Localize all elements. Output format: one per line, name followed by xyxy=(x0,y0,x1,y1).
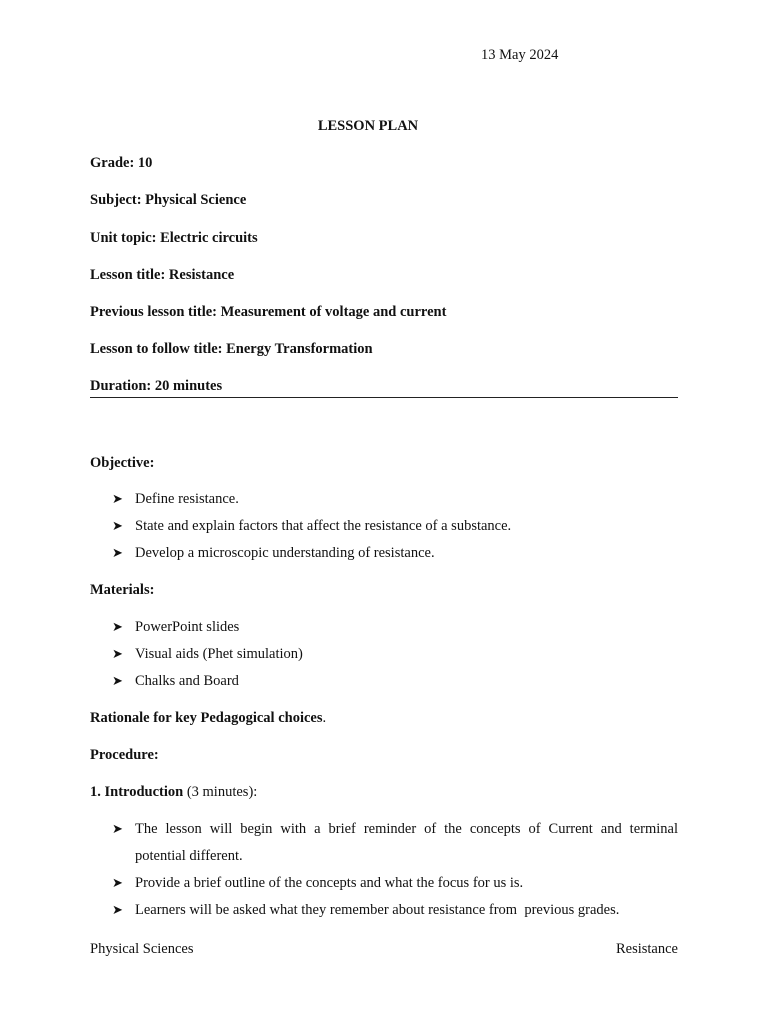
previous-lesson-field: Previous lesson title: Measurement of voltage and current xyxy=(90,304,447,320)
rationale-line xyxy=(90,710,326,727)
list-item-text: Learners will be asked what they remember about resistance from previous grades. xyxy=(135,902,620,918)
arrowhead-bullet-icon: ➤ xyxy=(112,491,123,506)
document-date: 13 May 2024 xyxy=(481,47,559,63)
list-item-text: Visual aids (Phet simulation) xyxy=(135,646,303,662)
subject-field: Subject: Physical Science xyxy=(90,192,247,208)
list-item-text: Chalks and Board xyxy=(135,673,239,689)
arrowhead-bullet-icon: ➤ xyxy=(112,875,123,890)
unit-topic-field: Unit topic: Electric circuits xyxy=(90,230,258,246)
list-item-text: Develop a microscopic understanding of resistance. xyxy=(135,545,435,561)
arrowhead-bullet-icon: ➤ xyxy=(112,902,123,917)
list-item-text: The lesson will begin with a brief reminder of the concepts of Current and terminal xyxy=(135,821,678,837)
list-item-text: PowerPoint slides xyxy=(135,619,240,635)
list-item-text: Provide a brief outline of the concepts and what the focus for us is. xyxy=(135,875,524,891)
introduction-duration: (3 minutes): xyxy=(183,784,258,800)
footer-left: Physical Sciences xyxy=(90,941,194,957)
grade-field: Grade: 10 xyxy=(90,155,153,171)
list-item-text: Define resistance. xyxy=(135,491,239,507)
arrowhead-bullet-icon: ➤ xyxy=(112,673,123,688)
arrowhead-bullet-icon: ➤ xyxy=(112,545,123,560)
arrowhead-bullet-icon: ➤ xyxy=(112,821,123,836)
header-divider xyxy=(90,397,678,398)
materials-heading: Materials: xyxy=(90,582,155,598)
footer-right: Resistance xyxy=(615,941,678,957)
rationale-suffix: . xyxy=(322,710,327,726)
arrowhead-bullet-icon: ➤ xyxy=(112,646,123,661)
list-item-text: potential different. xyxy=(135,848,243,864)
document-title: LESSON PLAN xyxy=(317,118,419,134)
rationale-heading: Rationale for key Pedagogical choices xyxy=(90,710,323,726)
list-item-text: State and explain factors that affect the resistance of a substance. xyxy=(135,518,512,534)
arrowhead-bullet-icon: ➤ xyxy=(112,619,123,634)
lesson-title-field: Lesson title: Resistance xyxy=(90,267,235,283)
arrowhead-bullet-icon: ➤ xyxy=(112,518,123,533)
introduction-line xyxy=(90,784,257,801)
duration-field: Duration: 20 minutes xyxy=(90,378,223,394)
next-lesson-field: Lesson to follow title: Energy Transformation xyxy=(90,341,373,357)
introduction-heading: 1. Introduction xyxy=(90,784,184,800)
procedure-heading: Procedure: xyxy=(90,747,159,763)
objective-heading: Objective: xyxy=(90,455,155,471)
